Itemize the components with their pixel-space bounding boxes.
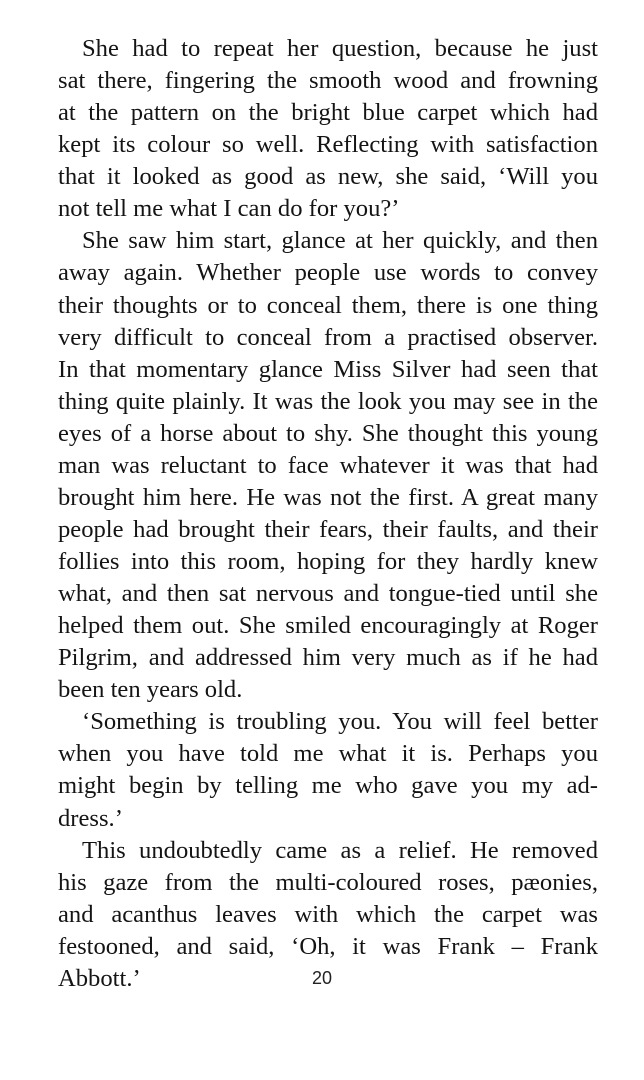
text-line: man was reluctant to face whatever it was that had	[58, 451, 598, 479]
text-line: In that momentary glance Miss Silver had seen that	[58, 355, 598, 383]
text-line: Pilgrim, and addressed him very much as if he had	[58, 644, 598, 672]
text-line: thing quite plainly. It was the look you may see in the	[58, 387, 598, 415]
text-line: ‘Something is troubling you. You will feel better	[82, 708, 598, 736]
text-line: follies into this room, hoping for they hardly knew	[58, 548, 598, 575]
text-line: his gaze from the multi-coloured roses, pæonies,	[58, 868, 598, 896]
text-line: not tell me what I can do for you?’	[58, 195, 400, 223]
page-number: 20	[311, 968, 333, 988]
text-line: their thoughts or to conceal them, there is one thing	[58, 291, 598, 319]
text-line: what, and then sat nervous and tongue-tied until she	[58, 580, 598, 608]
text-line: She saw him start, glance at her quickly, and then	[82, 227, 598, 255]
text-line: Abbott.’	[58, 964, 141, 992]
text-line: helped them out. She smiled encouragingly at Roger	[58, 612, 598, 640]
text-line: been ten years old.	[58, 676, 243, 704]
text-line: kept its colour so well. Reflecting with satisfaction	[58, 131, 598, 159]
text-line: very difficult to conceal from a practised observer.	[58, 323, 598, 351]
text-line: at the pattern on the bright blue carpet which had	[58, 99, 598, 127]
text-line: festooned, and said, ‘Oh, it was Frank – Frank	[58, 932, 598, 960]
text-line: This undoubtedly came as a relief. He removed	[82, 836, 598, 864]
text-line: She had to repeat her question, because he just	[82, 35, 598, 62]
text-line: sat there, fingering the smooth wood and frowning	[58, 67, 598, 95]
text-line: away again. Whether people use words to convey	[58, 259, 598, 287]
body-text	[58, 33, 598, 995]
text-line: dress.’	[58, 804, 123, 832]
text-line: when you have told me what it is. Perhaps you	[58, 740, 598, 768]
text-line: eyes of a horse about to shy. She thought this young	[58, 419, 598, 447]
text-line: that it looked as good as new, she said, ‘Will you	[58, 163, 598, 191]
text-line: brought him here. He was not the first. A great many	[58, 483, 598, 511]
text-line: might begin by telling me who gave you my ad-	[58, 772, 598, 800]
text-line: people had brought their fears, their faults, and their	[58, 515, 598, 543]
text-line: and acanthus leaves with which the carpet was	[58, 900, 598, 928]
